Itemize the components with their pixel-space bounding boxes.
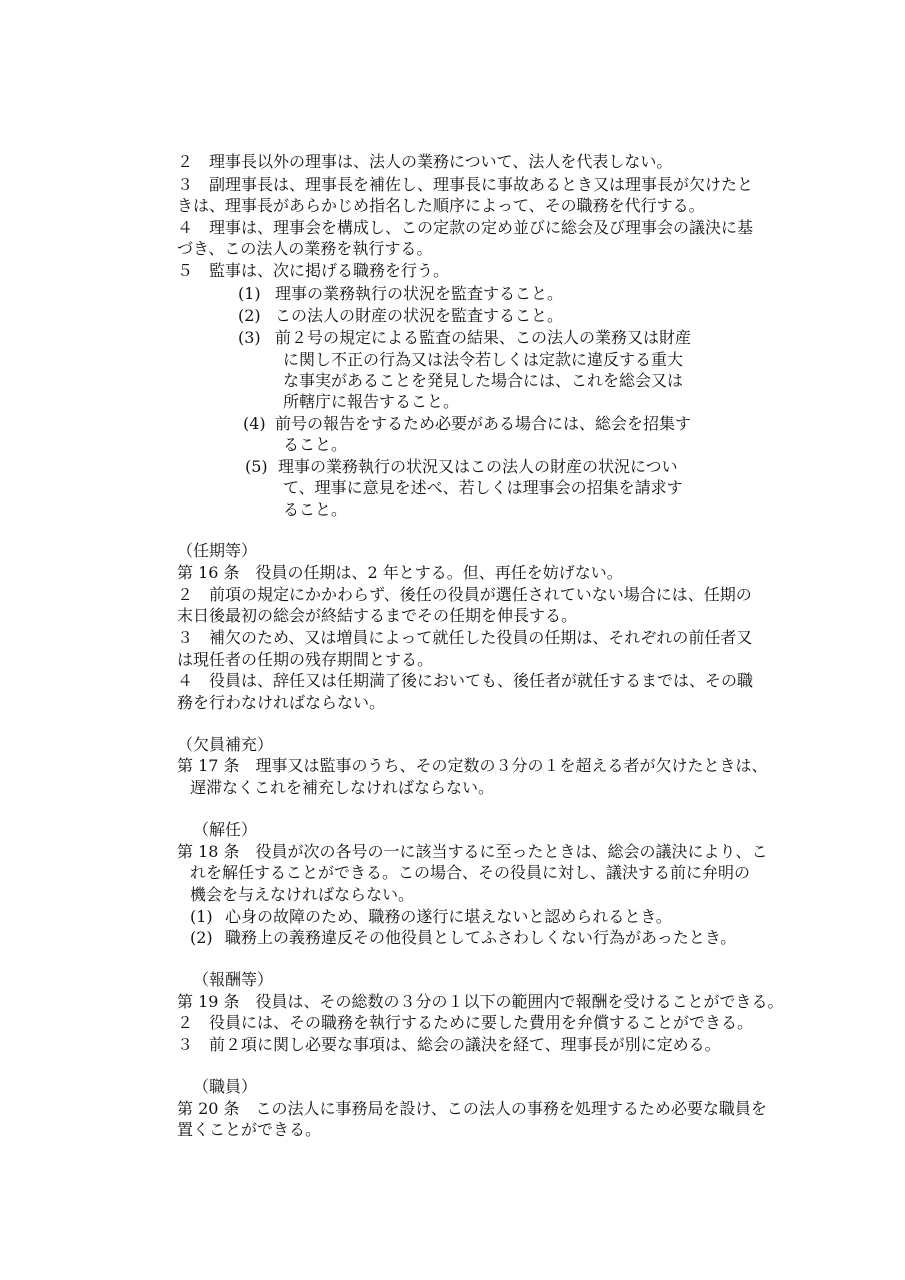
item-text: 職務上の義務違反その他役員としてふさわしくない行為があったとき。: [225, 928, 737, 947]
item-number: (1): [190, 907, 213, 926]
item-text: この法人の財産の状況を監査すること。: [275, 306, 564, 325]
paragraph-line: 機会を与えなければならない。: [190, 885, 415, 904]
item-number: (5): [245, 457, 268, 476]
article-heading: （解任）: [193, 820, 258, 839]
item-number: (1): [238, 284, 261, 303]
paragraph-line: 遅滞なくこれを補充しなければならない。: [190, 778, 495, 797]
article-heading: （欠員補充）: [177, 735, 274, 754]
article-heading: （職員）: [193, 1077, 258, 1096]
paragraph-line: 第 18 条 役員が次の各号の一に該当するに至ったときは、総会の議決により、こ: [177, 842, 768, 861]
paragraph-line: 第 17 条 理事又は監事のうち、その定数の３分の１を超える者が欠けたときは、: [177, 756, 768, 775]
item-text: 前号の報告をするため必要がある場合には、総会を招集す: [275, 414, 692, 433]
paragraph-line: ２ 前項の規定にかかわらず、後任の役員が選任されていない場合には、任期の: [177, 585, 752, 604]
paragraph-line: ３ 副理事長は、理事長を補佐し、理事長に事故あるとき又は理事長が欠けたと: [177, 175, 754, 194]
item-text: 前２号の規定による監査の結果、この法人の業務又は財産: [275, 328, 692, 347]
item-number: (2): [190, 928, 213, 947]
item-text: て、理事に意見を述べ、若しくは理事会の招集を請求す: [283, 478, 683, 497]
item-text: ること。: [283, 500, 348, 519]
paragraph-line: ３ 補欠のため、又は増員によって就任した役員の任期は、それぞれの前任者又: [177, 628, 753, 647]
item-text: 心身の故障のため、職務の遂行に堪えないと認められるとき。: [225, 907, 672, 926]
paragraph-line: 第 20 条 この法人に事務局を設け、この法人の事務を処理するため必要な職員を: [177, 1099, 767, 1118]
paragraph-line: ５ 監事は、次に掲げる職務を行う。: [177, 261, 450, 280]
item-number: (3): [238, 328, 261, 347]
article-heading: （任期等）: [177, 541, 258, 560]
item-number: (4): [243, 414, 266, 433]
item-text: ること。: [283, 435, 348, 454]
item-text: 所轄庁に報告すること。: [283, 392, 460, 411]
paragraph-line: ２ 理事長以外の理事は、法人の業務について、法人を代表しない。: [177, 152, 673, 171]
paragraph-line: れを解任することができる。この場合、その役員に対し、議決する前に弁明の: [190, 863, 751, 882]
paragraph-line: は現任者の任期の残存期間とする。: [177, 650, 434, 669]
item-number: (2): [238, 306, 261, 325]
paragraph-line: ４ 理事は、理事会を構成し、この定款の定め並びに総会及び理事会の議決に基: [177, 218, 754, 237]
paragraph-line: づき、この法人の業務を執行する。: [177, 239, 433, 258]
article-heading: （報酬等）: [193, 970, 274, 989]
paragraph-line: ４ 役員は、辞任又は任期満了後においても、後任者が就任するまでは、その職: [177, 671, 754, 690]
paragraph-line: きは、理事長があらかじめ指名した順序によって、その職務を代行する。: [177, 196, 705, 215]
paragraph-line: 置くことができる。: [177, 1120, 322, 1139]
paragraph-line: ２ 役員には、その職務を執行するために要した費用を弁償することができる。: [177, 1013, 754, 1032]
paragraph-line: 務を行わなければならない。: [177, 693, 386, 712]
item-text: 理事の業務執行の状況を監査すること。: [275, 284, 564, 303]
paragraph-line: ３ 前２項に関し必要な事項は、総会の議決を経て、理事長が別に定める。: [177, 1035, 721, 1054]
item-text: 理事の業務執行の状況又はこの法人の財産の状況につい: [278, 457, 678, 476]
paragraph-line: 末日後最初の総会が終結するまでその任期を伸長する。: [177, 606, 578, 625]
item-text: に関し不正の行為又は法令若しくは定款に違反する重大: [283, 350, 684, 369]
paragraph-line: 第 19 条 役員は、その総数の３分の１以下の範囲内で報酬を受けることができる。: [177, 992, 784, 1011]
paragraph-line: 第 16 条 役員の任期は、2 年とする。但、再任を妨げない。: [177, 563, 623, 582]
item-text: な事実があることを発見した場合には、これを総会又は: [283, 371, 684, 390]
